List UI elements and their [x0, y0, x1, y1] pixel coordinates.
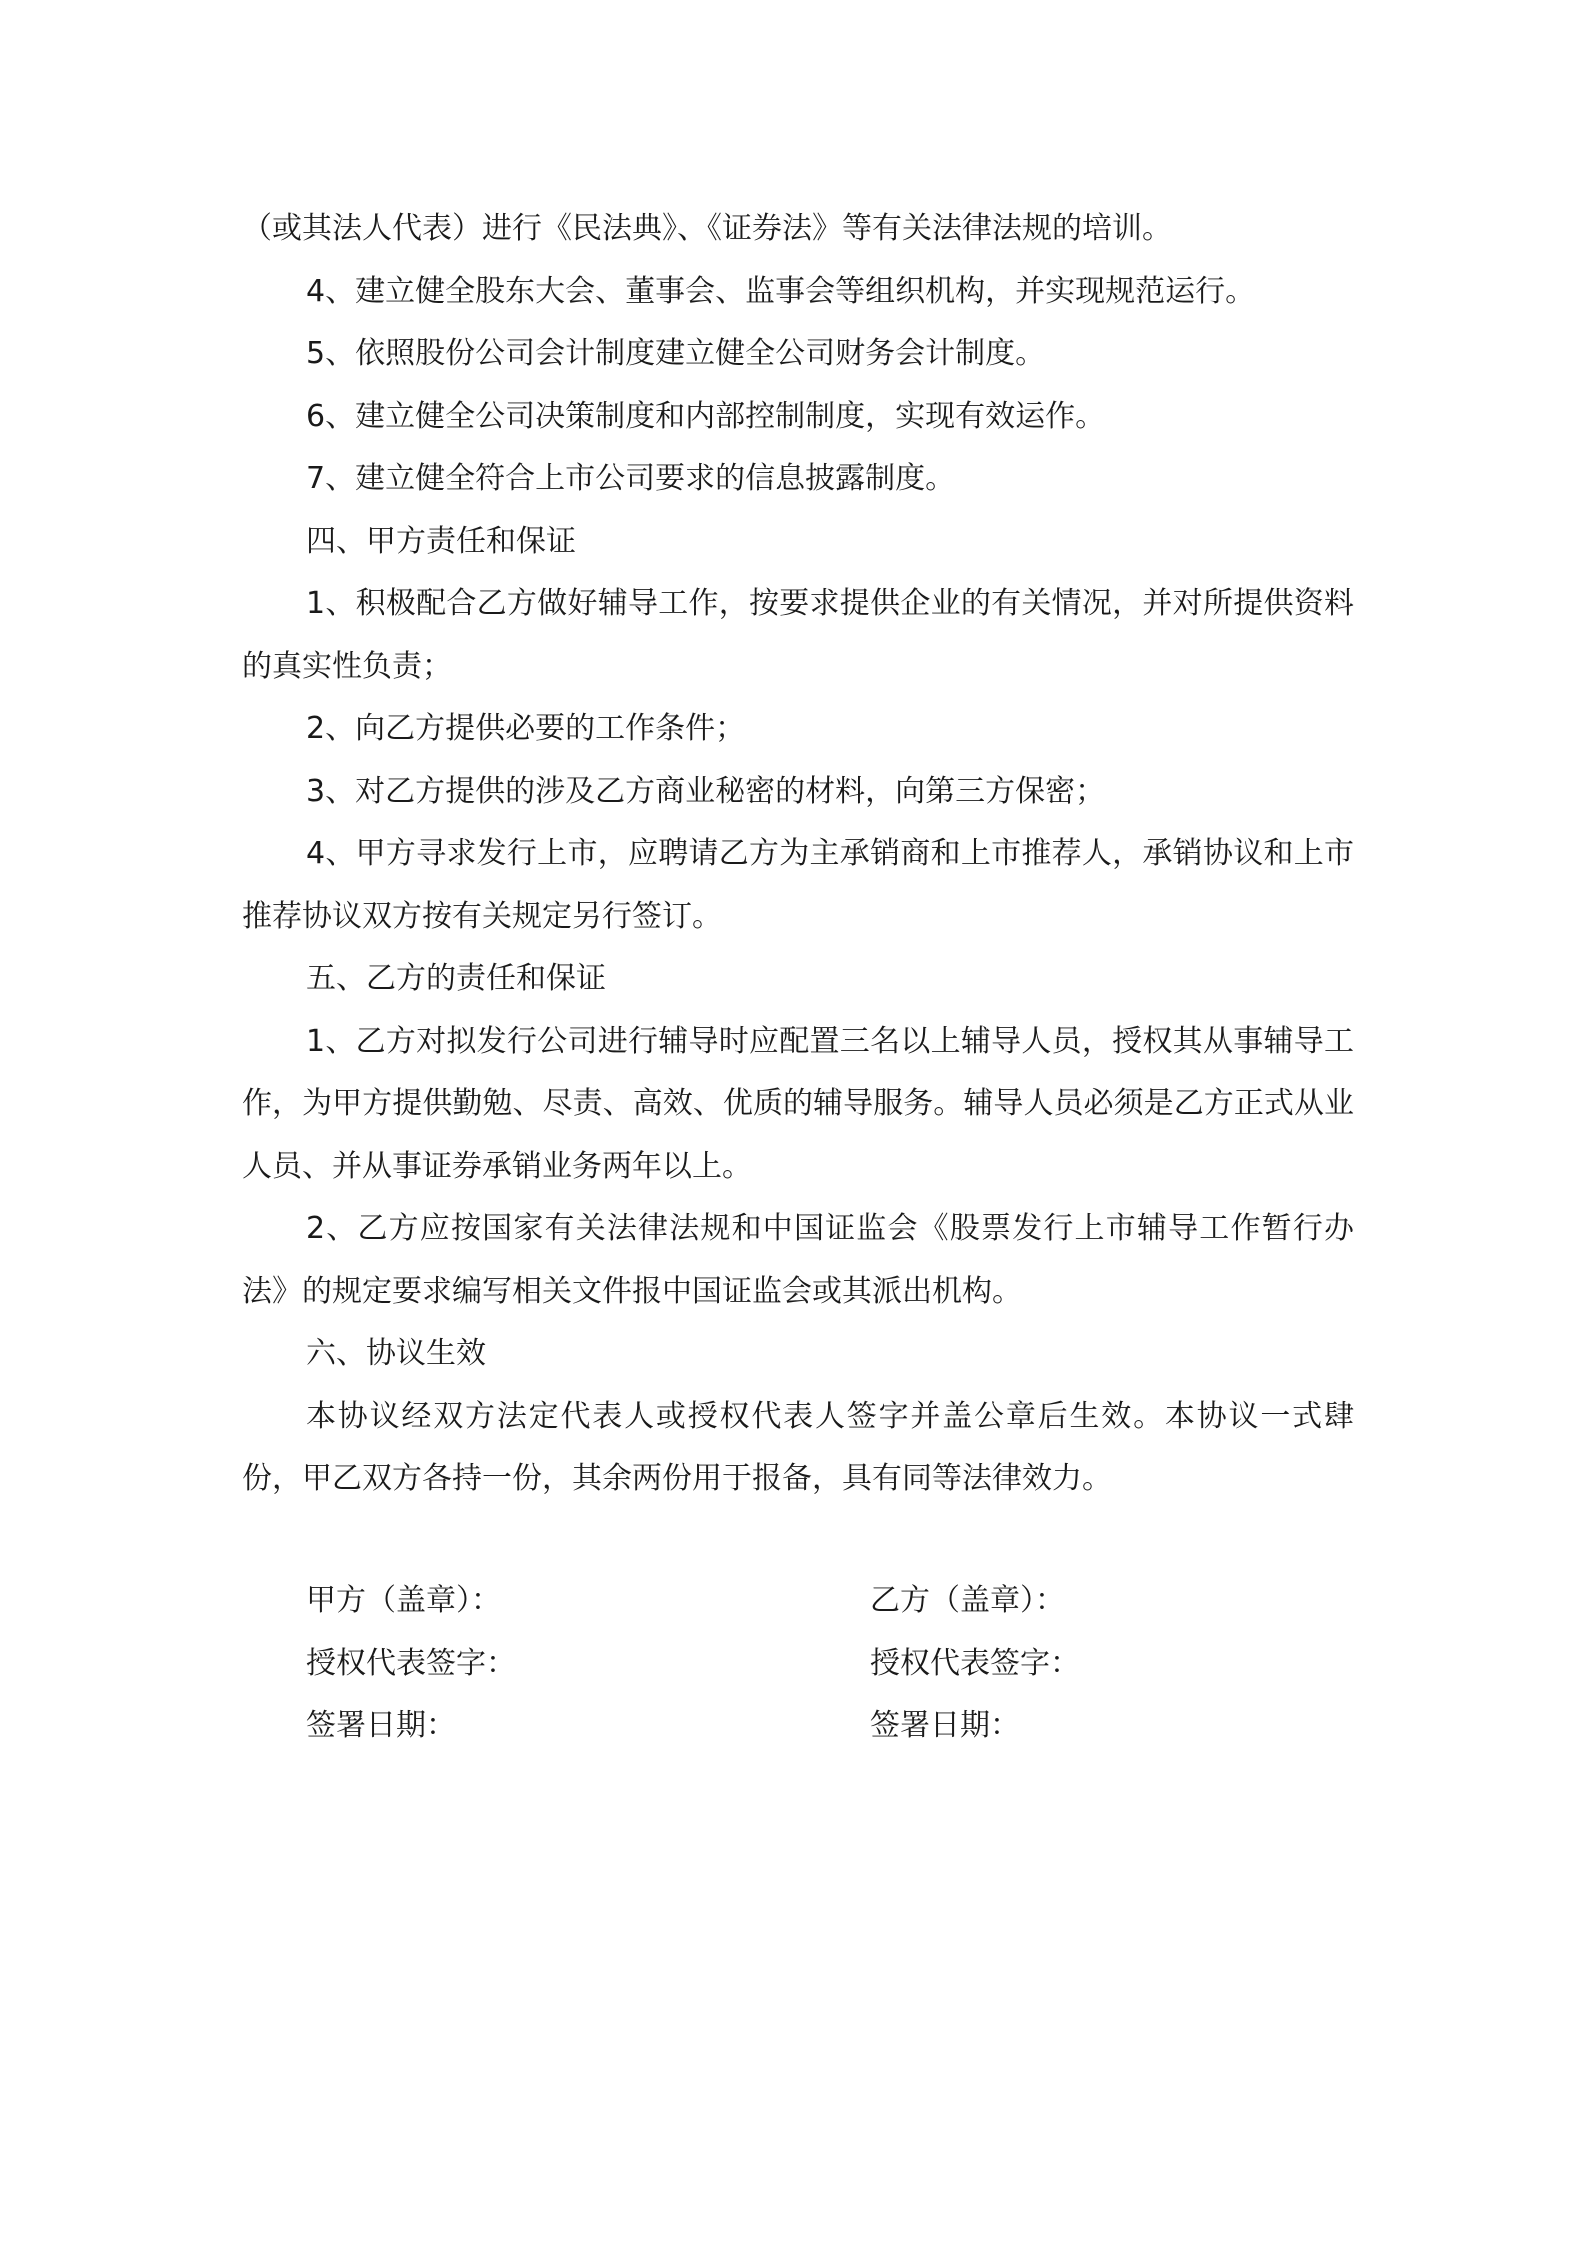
paragraph-effectiveness: 本协议经双方法定代表人或授权代表人签字并盖公章后生效。本协议一式肆份，甲乙双方各持一份，其余两份用于报备，具有同等法律效力。: [242, 1398, 1354, 1496]
section-heading-party-a-duties: 四、甲方责任和保证: [306, 523, 576, 559]
party-a-signer-label: 授权代表签字：: [306, 1645, 516, 1681]
paragraph-training-clause: （或其法人代表）进行《民法典》、《证券法》等有关法律法规的培训。: [242, 211, 1172, 246]
paragraph-party-a-confidentiality: 3、对乙方提供的涉及乙方商业秘密的材料，向第三方保密；: [306, 773, 1106, 809]
signature-party-a: [306, 1570, 516, 1758]
paragraph-governance-bodies: 4、建立健全股东大会、董事会、监事会等组织机构，并实现规范运行。: [306, 273, 1256, 309]
party-b-signer-label: 授权代表签字：: [870, 1645, 1080, 1681]
signature-party-b: [870, 1570, 1080, 1758]
party-a-seal-label: 甲方（盖章）：: [306, 1583, 501, 1618]
paragraph-party-b-staffing: 1、乙方对拟发行公司进行辅导时应配置三名以上辅导人员，授权其从事辅导工作，为甲方提供勤勉、尽责、高效、优质的辅导服务。辅导人员必须是乙方正式从业人员、并从事证券承销业务两年以上。: [242, 1023, 1354, 1184]
party-b-date-label: 签署日期：: [870, 1708, 1020, 1743]
paragraph-party-a-underwriter: 4、甲方寻求发行上市，应聘请乙方为主承销商和上市推荐人，承销协议和上市推荐协议双方按有关规定另行签订。: [242, 836, 1354, 934]
paragraph-party-a-cooperate: 1、积极配合乙方做好辅导工作，按要求提供企业的有关情况，并对所提供资料的真实性负责；: [242, 586, 1354, 684]
paragraph-disclosure-system: 7、建立健全符合上市公司要求的信息披露制度。: [306, 461, 956, 496]
paragraph-party-a-conditions: 2、向乙方提供必要的工作条件；: [306, 711, 746, 746]
party-b-seal-label: 乙方（盖章）：: [870, 1583, 1065, 1618]
document-body: [242, 198, 1354, 1511]
paragraph-party-b-filing: 2、乙方应按国家有关法律法规和中国证监会《股票发行上市辅导工作暂行办法》的规定要求编写相关文件报中国证监会或其派出机构。: [242, 1211, 1354, 1309]
paragraph-internal-control: 6、建立健全公司决策制度和内部控制制度，实现有效运作。: [306, 398, 1106, 434]
party-a-date-label: 签署日期：: [306, 1708, 456, 1743]
section-heading-party-b-duties: 五、乙方的责任和保证: [306, 961, 606, 996]
section-heading-effectiveness: 六、协议生效: [306, 1336, 486, 1371]
paragraph-accounting-system: 5、依照股份公司会计制度建立健全公司财务会计制度。: [306, 336, 1046, 371]
